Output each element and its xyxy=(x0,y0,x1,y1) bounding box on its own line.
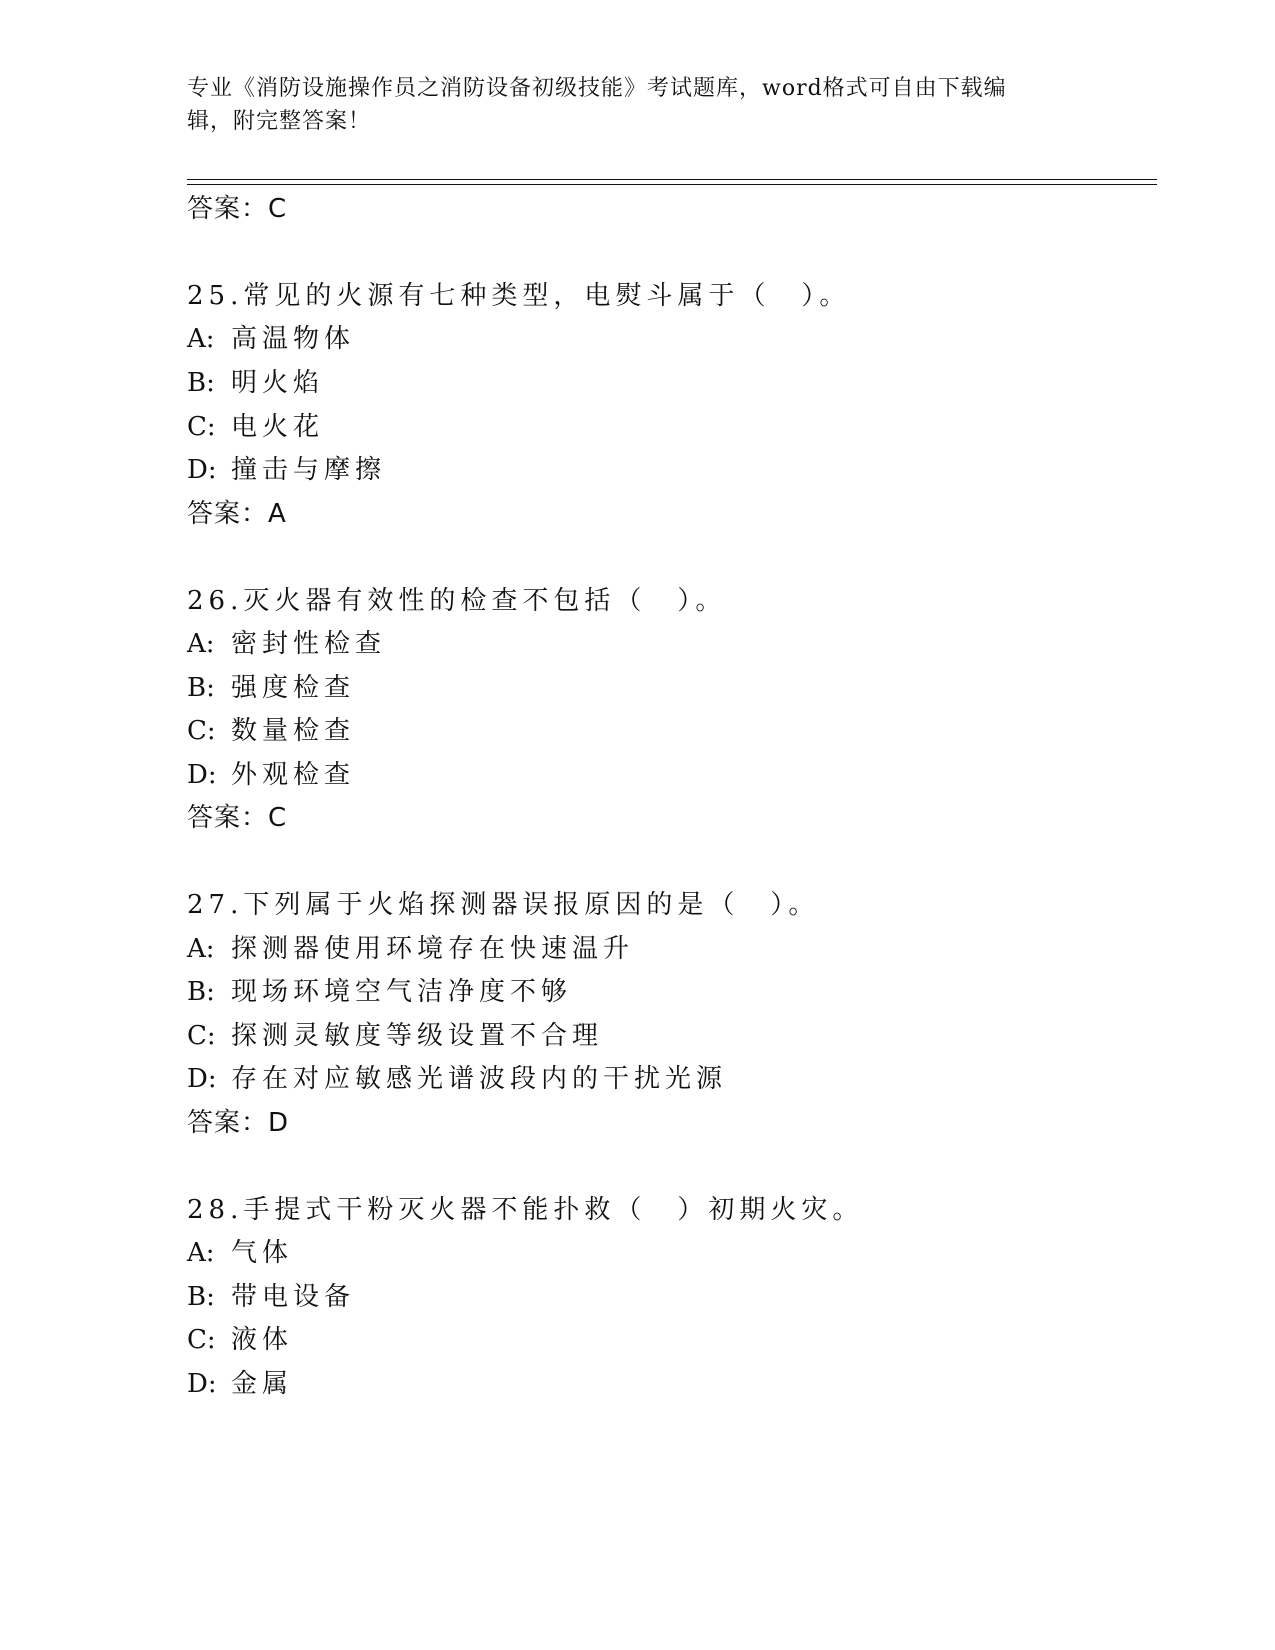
header-line-2: 辑，附完整答案！ xyxy=(187,109,372,134)
question-26-option-b xyxy=(187,671,355,705)
question-27-option-a xyxy=(187,932,634,966)
option-text: 电火花 xyxy=(231,412,325,442)
question-28-option-b xyxy=(187,1280,355,1314)
question-27-option-b xyxy=(187,975,572,1009)
question-28-stem: 28.手提式干粉灭火器不能扑救（ ）初期火灾。 xyxy=(187,1195,864,1225)
question-27-option-c xyxy=(187,1019,603,1053)
option-letter: C: xyxy=(187,1021,216,1051)
option-letter: A: xyxy=(187,1238,215,1268)
option-letter: D: xyxy=(187,1369,217,1399)
question-25-option-a xyxy=(187,322,355,356)
option-letter: A: xyxy=(187,934,215,964)
option-text: 探测器使用环境存在快速温升 xyxy=(231,934,635,964)
option-letter: D: xyxy=(187,760,217,790)
question-26-option-c xyxy=(187,714,355,748)
option-text: 存在对应敏感光谱波段内的干扰光源 xyxy=(231,1064,728,1094)
question-25-option-b xyxy=(187,366,324,400)
option-text: 气体 xyxy=(231,1238,294,1268)
question-25-option-d xyxy=(187,453,386,487)
question-25-option-c xyxy=(187,410,324,444)
question-27-stem: 27.下列属于火焰探测器误报原因的是（ ）。 xyxy=(187,890,820,920)
previous-answer: 答案：C xyxy=(187,194,288,224)
option-letter: B: xyxy=(187,368,215,398)
option-text: 撞击与摩擦 xyxy=(231,455,387,485)
option-text: 明火焰 xyxy=(231,368,325,398)
option-letter: D: xyxy=(187,455,217,485)
option-text: 液体 xyxy=(231,1325,294,1355)
option-letter: B: xyxy=(187,977,215,1007)
question-28-option-a xyxy=(187,1236,293,1270)
option-text: 强度检查 xyxy=(231,673,356,703)
option-text: 密封性检查 xyxy=(231,629,387,659)
option-text: 带电设备 xyxy=(231,1282,356,1312)
question-26-stem: 26.灭火器有效性的检查不包括（ ）。 xyxy=(187,586,727,616)
option-text: 探测灵敏度等级设置不合理 xyxy=(231,1021,604,1051)
option-text: 数量检查 xyxy=(231,716,356,746)
option-text: 金属 xyxy=(231,1369,294,1399)
question-27-option-d xyxy=(187,1062,727,1096)
header-divider-bottom xyxy=(187,184,1157,185)
header-divider-top xyxy=(187,179,1157,180)
header-line-1: 专业《消防设施操作员之消防设备初级技能》考试题库，word格式可自由下载编 xyxy=(187,76,1007,101)
option-letter: B: xyxy=(187,1282,215,1312)
question-25-stem: 25.常见的火源有七种类型，电熨斗属于（ ）。 xyxy=(187,281,851,311)
question-27-answer: 答案：D xyxy=(187,1108,290,1138)
option-text: 外观检查 xyxy=(231,760,356,790)
option-letter: A: xyxy=(187,324,215,354)
option-letter: A: xyxy=(187,629,215,659)
question-26-option-d xyxy=(187,758,355,792)
option-text: 现场环境空气洁净度不够 xyxy=(231,977,573,1007)
option-letter: C: xyxy=(187,412,216,442)
option-letter: C: xyxy=(187,1325,216,1355)
option-text: 高温物体 xyxy=(231,324,356,354)
page-header xyxy=(187,72,1067,138)
option-letter: D: xyxy=(187,1064,217,1094)
question-28-option-c xyxy=(187,1323,293,1357)
question-25-answer: 答案：A xyxy=(187,499,287,529)
question-26-answer: 答案：C xyxy=(187,803,288,833)
question-26-option-a xyxy=(187,627,386,661)
question-28-option-d xyxy=(187,1367,293,1401)
option-letter: B: xyxy=(187,673,215,703)
option-letter: C: xyxy=(187,716,216,746)
